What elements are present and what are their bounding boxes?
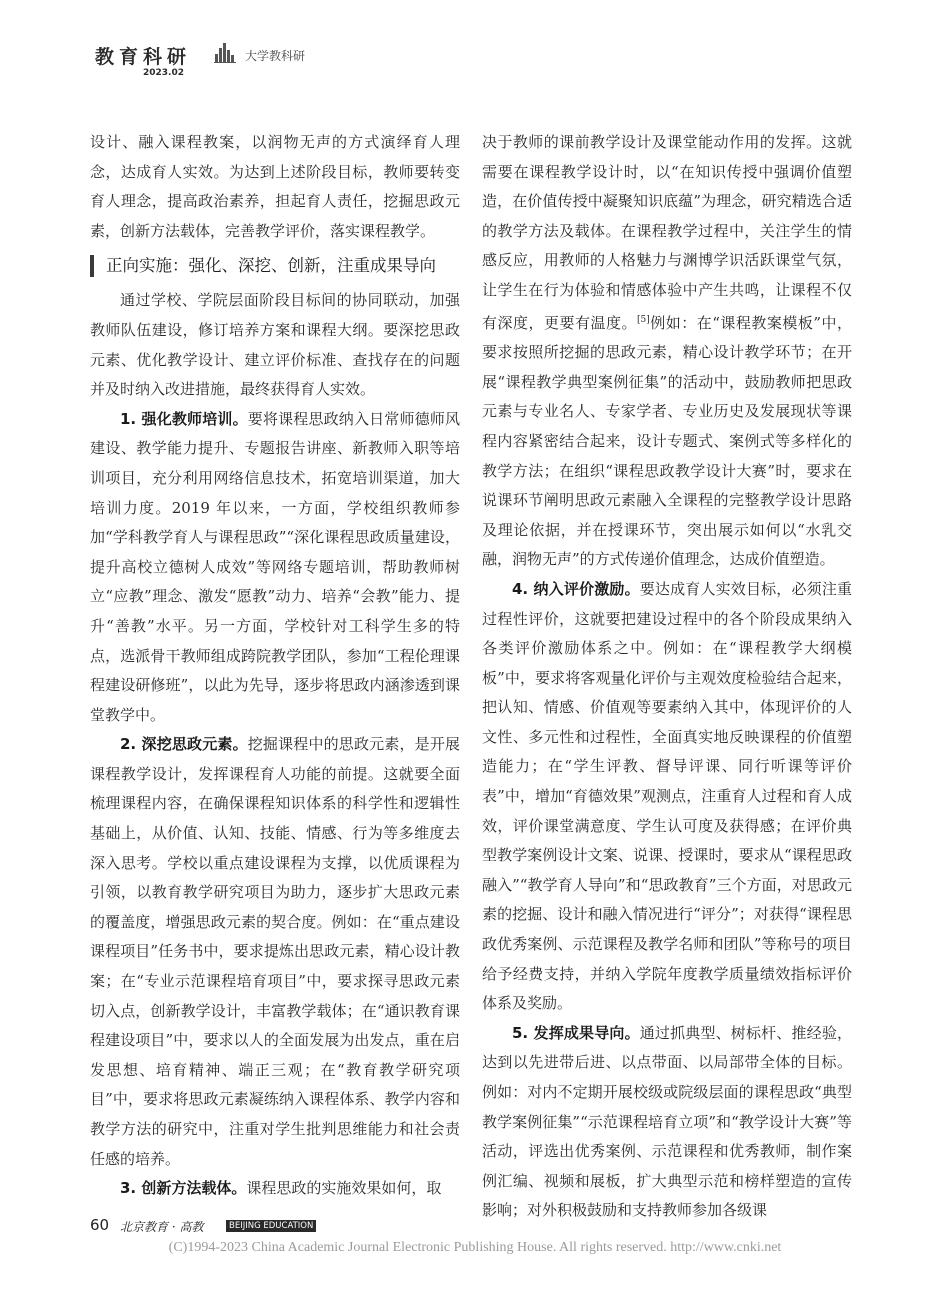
paragraph-text: 通过抓典型、树标杆、推经验，达到以先进带后进、以点带面、以局部带全体的目标。例如：对内不定期开展校级或院级层面的课程思政“典型教学案例征集”“示范课程培育立项”和“教学设计大赛”等活动，评选出优秀案例、示范课程和优秀教师，制作案例汇编、视频和展板，扩大典型示范和榜样塑造的宣传影响；对外积极鼓励和支持教师参加各级课 (482, 1023, 852, 1220)
paragraph-text: 决于教师的课前教学设计及课堂能动作用的发挥。这就需要在课程教学设计时，以“在知识传授中强调价值塑造，在价值传授中凝聚知识底蕴”为理念，研究精选合适的教学方法及载体。在课程教学过程中，关注学生的情感反应，用教师的人格魅力与渊博学识活跃课堂气氛，让学生在行为体验和情感体验中产生共鸣，让课程不仅有深度，更要有温度。 (482, 133, 852, 332)
magazine-title: 教育科研 (95, 46, 192, 68)
section-label: 大学教科研 (245, 49, 306, 63)
left-column (90, 128, 460, 1204)
paragraph-text: 要达成育人实效目标，必须注重过程性评价，这就要把建设过程中的各个阶段成果纳入各类评价激励体系之中。例如：在“课程教学大纲模板”中，要求将客观量化评价与主观效度检验结合起来，把认知、情感、价值观等要素纳入其中，体现评价的人文性、多元性和过程性，全面真实地反映课程的价值塑造能力；在“学生评教、督导评课、同行听课等评价表”中，增加“育德效果”观测点，注重育人过程和育人成效，评价课堂满意度、学生认可度及获得感；在评价典型教学案例设计文案、说课、授课时，要求从“课程思政融入”“教学育人导向”和“思政教育”三个方面，对思政元素的挖掘、设计和融入情况进行“评分”；对获得“课程思政优秀案例、示范课程及教学名师和团队”等称号的项目给予经费支持，并纳入学院年度教学质量绩效指标评价体系及奖励。 (482, 579, 852, 1013)
paragraph-keyword: 3. 创新方法载体。 (120, 1179, 247, 1198)
paragraph (482, 128, 852, 575)
paragraph (90, 405, 460, 731)
paragraph (482, 575, 852, 1019)
copyright-notice: (C)1994-2023 China Academic Journal Electronic Publishing House. All rights reserved. http://www.cnki.net (168, 1240, 782, 1255)
issue-date: 2023.02 (143, 68, 184, 78)
paragraph (482, 1019, 852, 1226)
page-number: 60 (90, 1216, 110, 1234)
paragraph-keyword: 2. 深挖思政元素。 (120, 735, 248, 754)
paragraph: 设计、融入课程教案，以润物无声的方式演绎育人理念，达成育人实效。为达到上述阶段目标，教师要转变育人理念，提高政治素养，担起育人责任，挖掘思政元素，创新方法载体，完善教学评价，落实课程教学。 (90, 133, 460, 240)
journal-name: 北京教育 · 高教 (120, 1220, 204, 1234)
paragraph (90, 1174, 460, 1204)
citation-ref[interactable]: [5] (636, 314, 650, 325)
paragraph-text: 例如：在“课程教案模板”中，要求按照所挖掘的思政元素，精心设计教学环节；在开展“课程教学典型案例征集”的活动中，鼓励教师把思政元素与专业名人、专家学者、专业历史及发展现状等课程内容紧密结合起来，设计专题式、案例式等多样化的教学方法；在组织“课程思政教学设计大赛”时，要求在说课环节阐明思政元素融入全课程的完整教学设计思路及理论依据，并在授课环节，突出展示如何以“水乳交融，润物无声”的方式传递价值理念，达成价值塑造。 (482, 313, 852, 569)
city-skyline-icon (213, 40, 237, 64)
paragraph-text: 挖掘课程中的思政元素，是开展课程教学设计，发挥课程育人功能的前提。这就要全面梳理课程内容，在确保课程知识体系的科学性和逻辑性基础上，从价值、认知、技能、情感、行为等多维度去深入思考。学校以重点建设课程为支撑，以优质课程为引领，以教育教学研究项目为助力，逐步扩大思政元素的覆盖度，增强思政元素的契合度。例如：在“重点建设课程项目”任务书中，要求提炼出思政元素，精心设计教案；在“专业示范课程培育项目”中，要求探寻思政元素切入点，创新教学设计，丰富教学载体；在“通识教育课程建设项目”中，要求以人的全面发展为出发点，重在启发思想、培育精神、端正三观；在“教育教学研究项目”中，要求将思政元素凝练纳入课程体系、教学内容和教学方法的研究中，注重对学生批判思维能力和社会责任感的培养。 (90, 735, 460, 1168)
paragraph-keyword: 5. 发挥成果导向。 (512, 1023, 640, 1042)
paragraph-keyword: 1. 强化教师培训。 (120, 409, 248, 428)
paragraph-text: 课程思政的实施效果如何，取 (246, 1179, 442, 1198)
right-column (482, 128, 852, 1226)
section-heading: 正向实施：强化、深挖、创新，注重成果导向 (90, 255, 460, 277)
paragraph (90, 730, 460, 1174)
paragraph-keyword: 4. 纳入评价激励。 (512, 579, 640, 598)
journal-english-name: BEIJING EDUCATION (226, 1220, 316, 1232)
paragraph-text: 要将课程思政纳入日常师德师风建设、教学能力提升、专题报告讲座、新教师入职等培训项目，充分利用网络信息技术，拓宽培训渠道，加大培训力度。2019 年以来，一方面，学校组织教师参加“学科教学育人与课程思政”“深化课程思政质量建设，提升高校立德树人成效”等网络专题培训，帮助教师树立“应教”理念、激发“愿教”动力、培养“会教”能力、提升“善教”水平。另一方面，学校针对工科学生多的特点，选派骨干教师组成跨院教学团队，参加“工程伦理课程建设研修班”，以此为先导，逐步将思政内涵渗透到课堂教学中。 (90, 409, 460, 724)
paragraph: 通过学校、学院层面阶段目标间的协同联动，加强教师队伍建设，修订培养方案和课程大纲。要深挖思政元素、优化教学设计、建立评价标准、查找存在的问题并及时纳入改进措施，最终获得育人实效。 (90, 291, 460, 399)
